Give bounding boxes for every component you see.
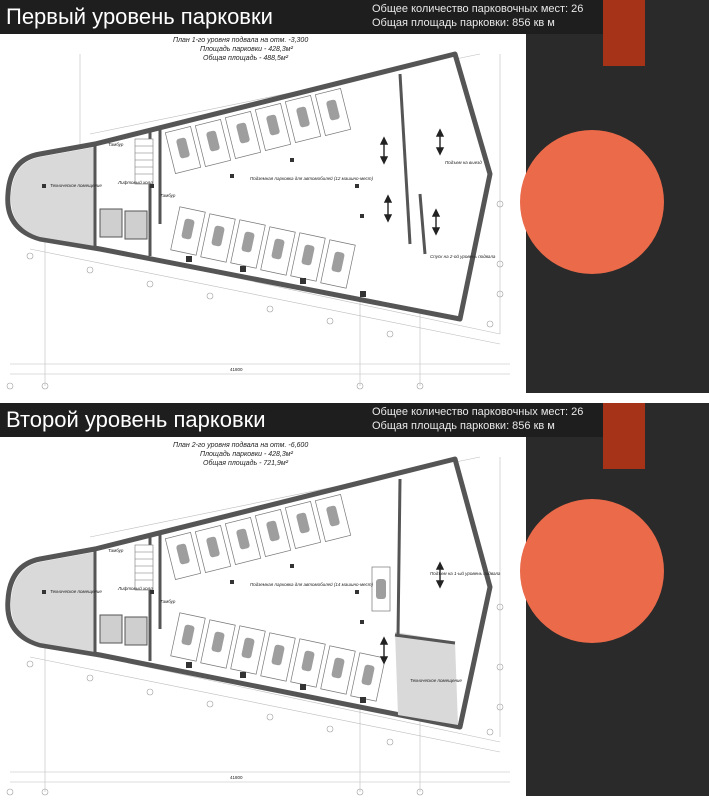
room-label-ramp-up: Подъем на 1-ый уровень подвала [430, 571, 501, 576]
room-label-tech: Техническое помещение [50, 183, 102, 188]
room-label-tambur-1: Тамбур [108, 142, 124, 147]
room-label-tambur-2: Тамбур [160, 193, 176, 198]
parking-stats [372, 2, 583, 30]
dimension-total: 41800 [230, 775, 243, 780]
stats-area: Общая площадь парковки: 856 кв м [372, 420, 555, 432]
plan-caption-3: Общая площадь - 721,9м² [203, 460, 289, 467]
stats-area: Общая площадь парковки: 856 кв м [372, 17, 555, 29]
room-label-parking: Подземная парковка для автомобилей (14 машино-мест) [250, 582, 373, 587]
slide-title: Второй уровень парковки [6, 407, 266, 432]
room-label-tambur-1: Тамбур [108, 548, 124, 553]
accent-circle [520, 499, 664, 643]
plan-caption-1: План 2-го уровня подвала на отм. -6,600 [173, 442, 309, 449]
slide-title: Первый уровень парковки [6, 4, 273, 29]
room-label-tech-2: Техническое помещение [410, 678, 462, 683]
floor-plan-drawing [0, 34, 526, 393]
slide-second-level [0, 403, 709, 796]
room-label-tambur-2: Тамбур [160, 599, 176, 604]
title-bar [0, 0, 603, 34]
parking-stats [372, 405, 583, 433]
room-label-ramp-up: Подъем на выезд [445, 160, 482, 165]
plan-caption-2: Площадь парковки - 428,3м² [200, 46, 293, 53]
title-bar [0, 403, 603, 437]
accent-circle [520, 130, 664, 274]
slide-separator [0, 393, 709, 403]
accent-rectangle [603, 403, 645, 469]
accent-rectangle [603, 0, 645, 66]
room-label-tech: Техническое помещение [50, 589, 102, 594]
slide-first-level [0, 0, 709, 393]
stats-spaces: Общее количество парковочных мест: 26 [372, 406, 584, 418]
plan-caption-2: Площадь парковки - 428,3м² [200, 451, 293, 458]
floor-plan-drawing [0, 437, 526, 796]
room-label-lift: Лифтовый холл [118, 180, 153, 185]
stats-spaces: Общее количество парковочных мест: 26 [372, 3, 584, 15]
dimension-total: 41800 [230, 367, 243, 372]
plan-caption-3: Общая площадь - 488,5м² [203, 55, 289, 62]
plan-caption-1: План 1-го уровня подвала на отм. -3,300 [173, 37, 309, 44]
room-label-lift: Лифтовый холл [118, 586, 153, 591]
room-label-ramp-down: Спуск на 2-ой уровень подвала [430, 254, 496, 259]
room-label-parking: Подземная парковка для автомобилей (12 машино-мест) [250, 176, 373, 181]
